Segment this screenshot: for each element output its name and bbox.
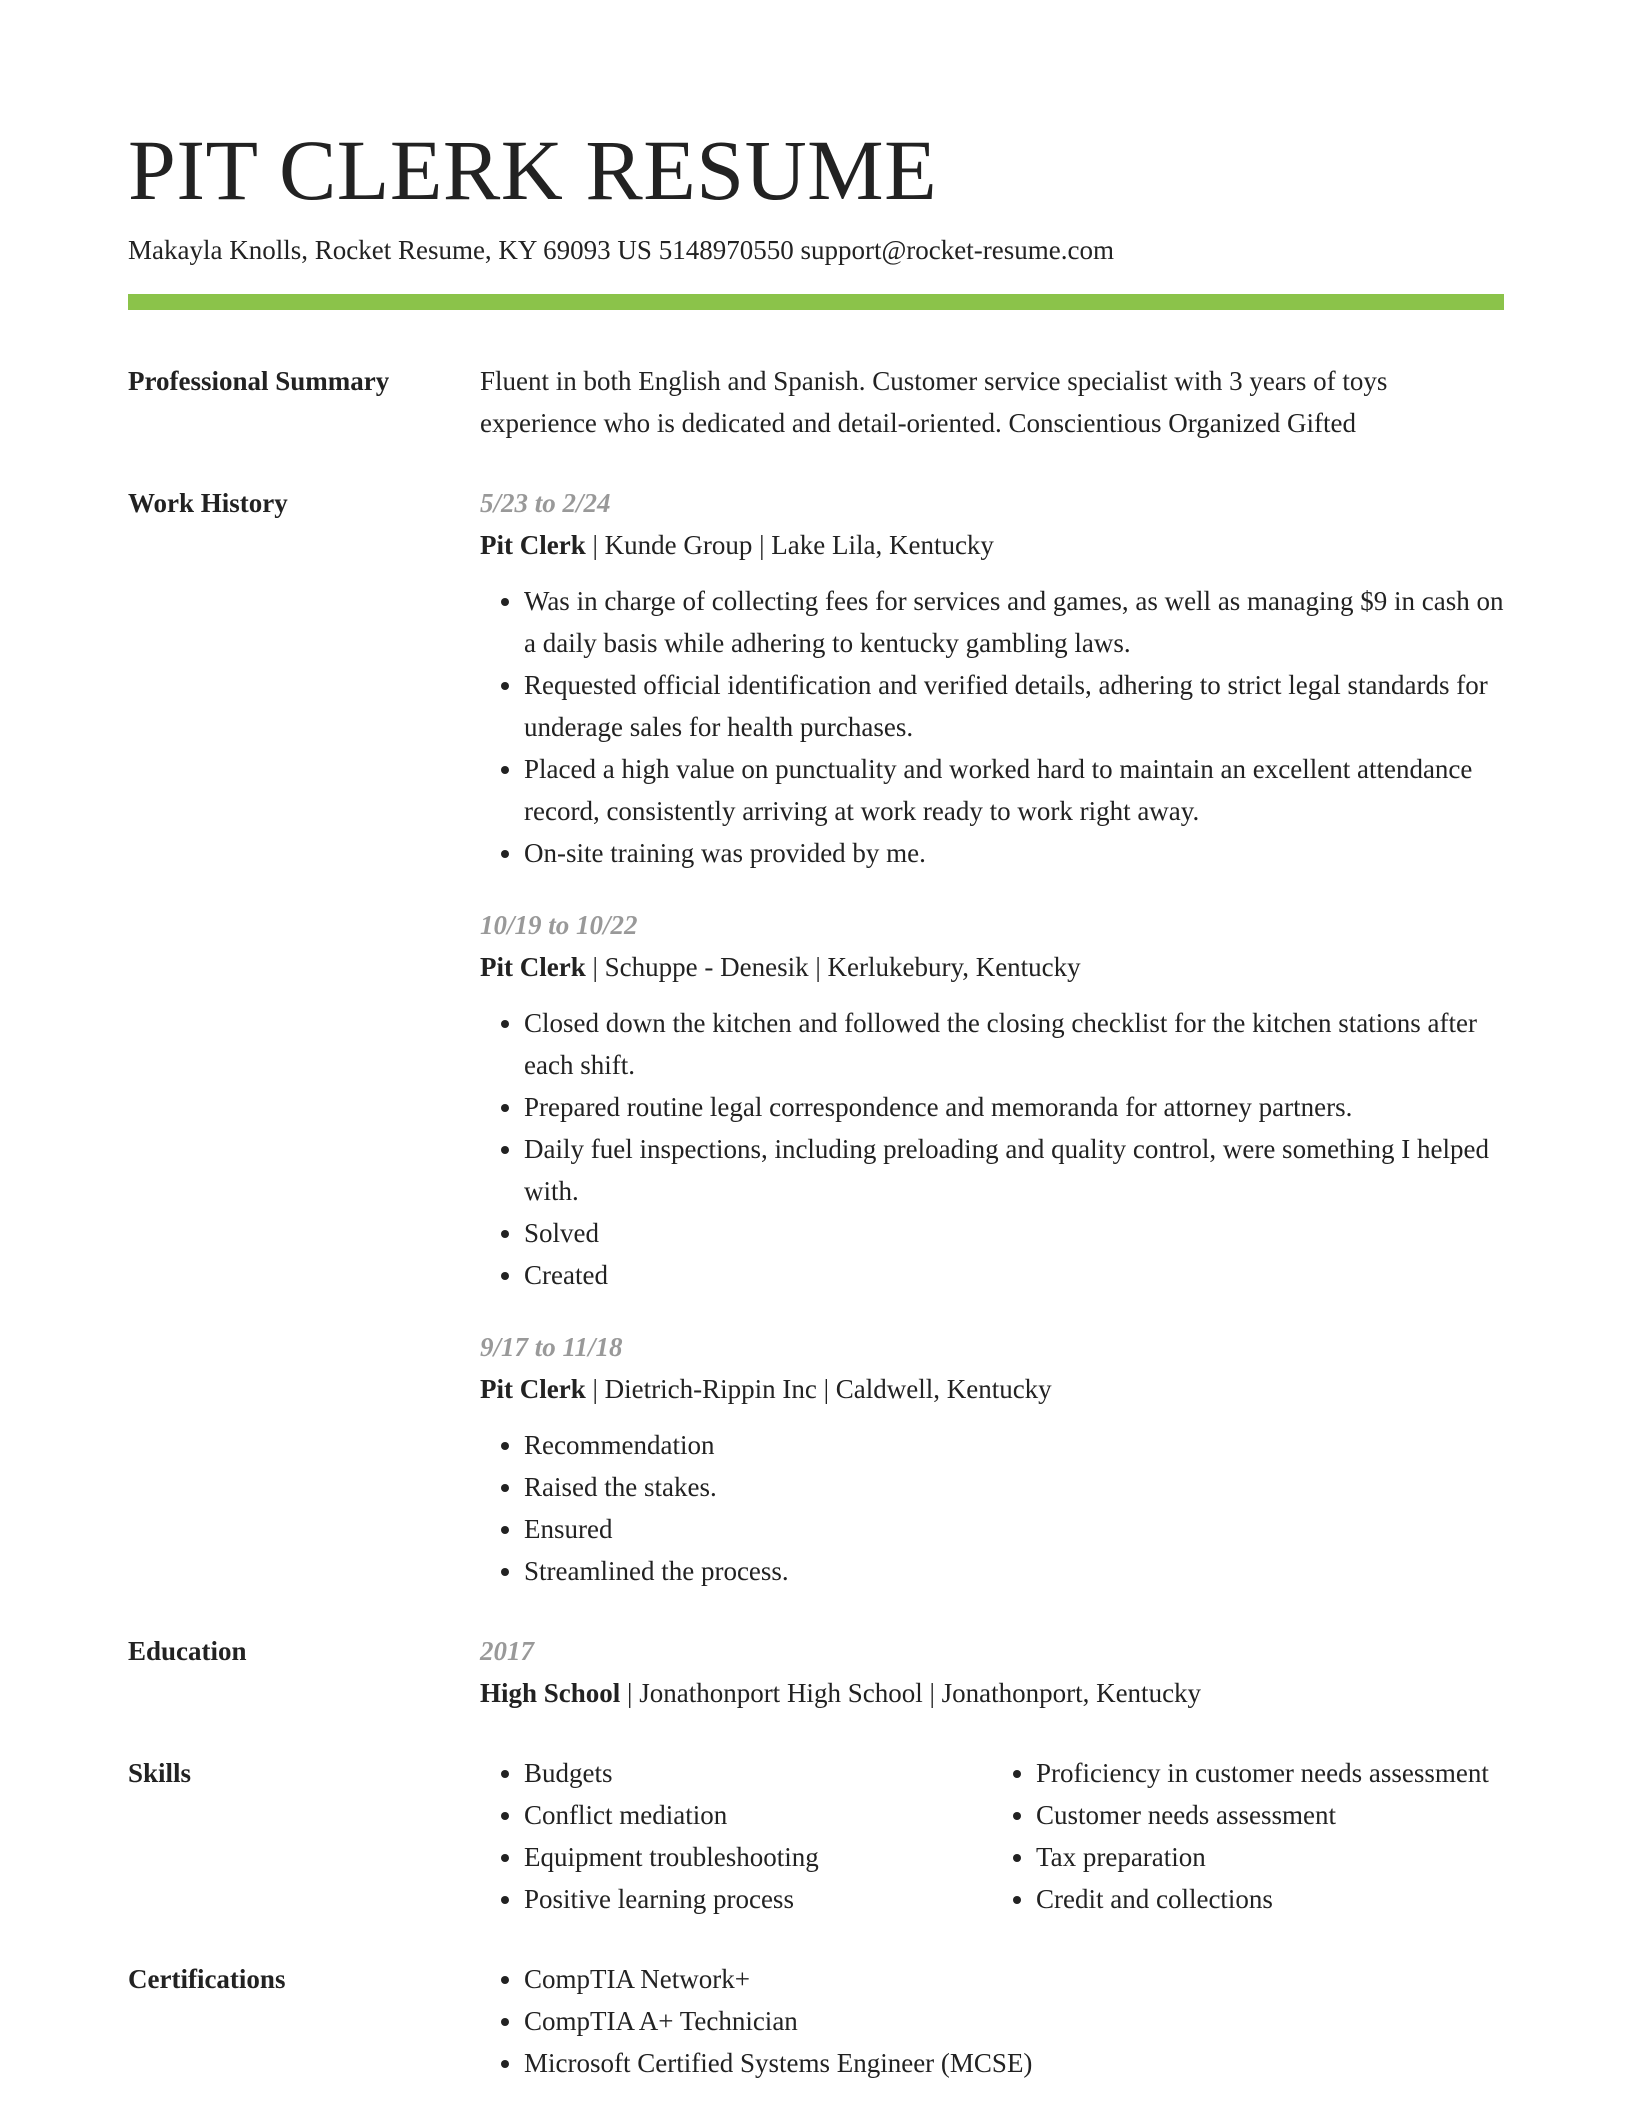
job-entry	[480, 482, 1504, 874]
job-details: | Dietrich-Rippin Inc | Caldwell, Kentucky	[585, 1374, 1052, 1404]
list-item: • Placed a high value on punctuality and worked hard to maintain an excellent attendance record, consistently arriving at work ready to work right away.	[524, 748, 1504, 832]
education-details: | Jonathonport High School | Jonathonport, Kentucky	[620, 1678, 1202, 1708]
resume-page	[128, 120, 1504, 2084]
education-section	[128, 1630, 1504, 1714]
list-item: • Budgets	[524, 1752, 992, 1794]
contact-line: Makayla Knolls, Rocket Resume, KY 69093 US 5148970550 support@rocket-resume.com	[128, 235, 1114, 265]
list-item: • Credit and collections	[1036, 1878, 1504, 1920]
section-label-skills: Skills	[128, 1758, 192, 1788]
job-date: 5/23 to 2/24	[480, 488, 611, 518]
summary-section	[128, 360, 1504, 444]
section-label-certifications: Certifications	[128, 1964, 286, 1994]
job-details: | Schuppe - Denesik | Kerlukebury, Kentucky	[585, 952, 1081, 982]
list-item: • Proficiency in customer needs assessment	[1036, 1752, 1504, 1794]
skills-section	[128, 1752, 1504, 1920]
job-role: Pit Clerk	[480, 530, 586, 560]
job-entry	[480, 904, 1504, 1296]
job-title-line	[480, 524, 1504, 566]
list-item: • CompTIA A+ Technician	[524, 2000, 1504, 2042]
list-item: • CompTIA Network+	[524, 1958, 1504, 2000]
list-item: • Tax preparation	[1036, 1836, 1504, 1878]
job-details: | Kunde Group | Lake Lila, Kentucky	[585, 530, 994, 560]
list-item: • Customer needs assessment	[1036, 1794, 1504, 1836]
job-bullets	[480, 580, 1504, 874]
job-date: 10/19 to 10/22	[480, 910, 638, 940]
job-title-line	[480, 1368, 1504, 1410]
accent-divider	[128, 294, 1504, 310]
page-title: PIT CLERK RESUME	[128, 122, 938, 218]
section-label-education: Education	[128, 1636, 247, 1666]
list-item: • Raised the stakes.	[524, 1466, 1504, 1508]
certifications-list	[480, 1958, 1504, 2084]
list-item: • Solved	[524, 1212, 1504, 1254]
list-item: • Recommendation	[524, 1424, 1504, 1466]
skills-list-right	[992, 1752, 1504, 1920]
job-bullets	[480, 1424, 1504, 1592]
job-role: Pit Clerk	[480, 952, 586, 982]
education-date: 2017	[480, 1636, 534, 1666]
section-label-work: Work History	[128, 488, 288, 518]
job-title-line	[480, 946, 1504, 988]
job-entry	[480, 1326, 1504, 1592]
education-degree: High School	[480, 1678, 621, 1708]
list-item: • Created	[524, 1254, 1504, 1296]
list-item: • Positive learning process	[524, 1878, 992, 1920]
job-date: 9/17 to 11/18	[480, 1332, 623, 1362]
list-item: • Daily fuel inspections, including preloading and quality control, were something I helped with.	[524, 1128, 1504, 1212]
education-line	[480, 1672, 1504, 1714]
section-label-summary: Professional Summary	[128, 366, 390, 396]
skills-columns	[480, 1752, 1504, 1920]
list-item: • Conflict mediation	[524, 1794, 992, 1836]
list-item: • Prepared routine legal correspondence and memoranda for attorney partners.	[524, 1086, 1504, 1128]
job-role: Pit Clerk	[480, 1374, 586, 1404]
skills-list-left	[480, 1752, 992, 1920]
job-bullets	[480, 1002, 1504, 1296]
list-item: • Was in charge of collecting fees for services and games, as well as managing $9 in cash on a daily basis while adhering to kentucky gambling laws.	[524, 580, 1504, 664]
summary-text: Fluent in both English and Spanish. Customer service specialist with 3 years of toys experience who is dedicated and detail-oriented. Conscientious Organized Gifted	[480, 366, 1388, 438]
list-item: • Equipment troubleshooting	[524, 1836, 992, 1878]
list-item: • Streamlined the process.	[524, 1550, 1504, 1592]
list-item: • Closed down the kitchen and followed the closing checklist for the kitchen stations after each shift.	[524, 1002, 1504, 1086]
list-item: • Requested official identification and verified details, adhering to strict legal standards for underage sales for health purchases.	[524, 664, 1504, 748]
list-item: • Ensured	[524, 1508, 1504, 1550]
certifications-section	[128, 1958, 1504, 2084]
list-item: • On-site training was provided by me.	[524, 832, 1504, 874]
work-history-section	[128, 482, 1504, 1592]
list-item: • Microsoft Certified Systems Engineer (MCSE)	[524, 2042, 1504, 2084]
